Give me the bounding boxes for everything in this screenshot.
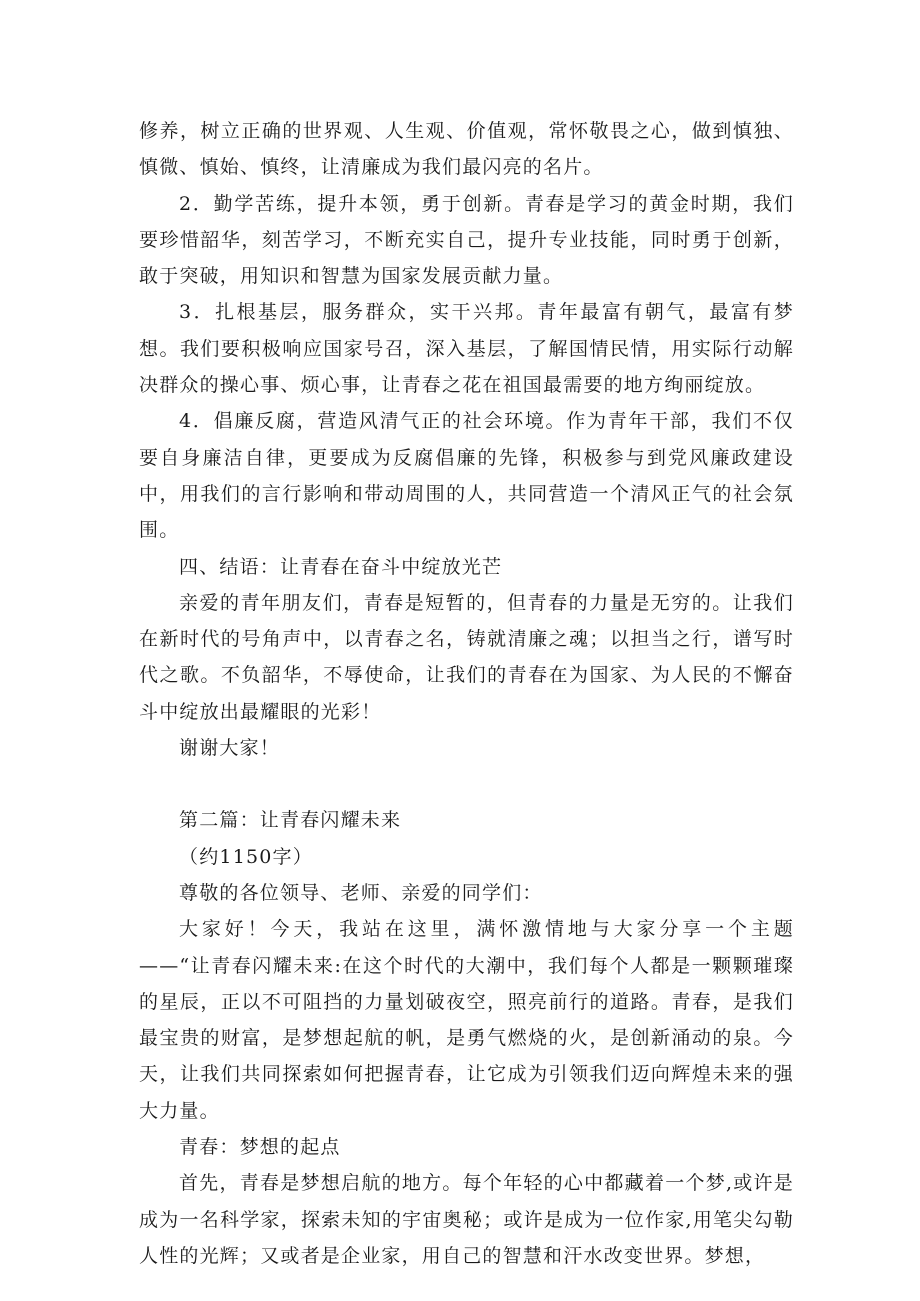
section-heading-youth-dream: 青春：梦想的起点 bbox=[179, 1136, 341, 1159]
paragraph-opening: 大家好！今天，我站在这里，满怀激情地与大家分享一个主题——“让青春闪耀未来:在这个时代的大潮中，我们每个人都是一颗颗璀璨的星辰，正以不可阻挡的力量划破夜空，照亮前行的道路。青春，是我们最宝贵的财富，是梦想起航的帆，是勇气燃烧的火，是创新涌动的泉。今天，让我们共同探索如何把握青春，让它成为引领我们迈向辉煌未来的强大力量。 bbox=[139, 918, 794, 1122]
word-count-note: （约1150字） bbox=[179, 845, 313, 868]
salutation: 尊敬的各位领导、老师、亲爱的同学们： bbox=[179, 881, 543, 904]
paragraph-point-3: 3．扎根基层，服务群众，实干兴邦。青年最富有朝气，最富有梦想。我们要积极响应国家号召，深入基层，了解国情民情，用实际行动解决群众的操心事、烦心事，让青春之花在祖国最需要的地方绚丽绽放。 bbox=[139, 301, 794, 397]
paragraph-thanks: 谢谢大家！ bbox=[179, 737, 281, 760]
article-title: 第二篇：让青春闪耀未来 bbox=[179, 809, 402, 832]
document-page bbox=[139, 113, 794, 1274]
paragraph-point-2: 2．勤学苦练，提升本领，勇于创新。青春是学习的黄金时期，我们要珍惜韶华，刻苦学习，不断充实自己，提升专业技能，同时勇于创新，敢于突破，用知识和智慧为国家发展贡献力量。 bbox=[139, 192, 794, 288]
paragraph-continuation: 修养，树立正确的世界观、人生观、价值观，常怀敬畏之心，做到慎独、慎微、慎始、慎终，让清廉成为我们最闪亮的名片。 bbox=[139, 120, 794, 179]
paragraph-point-4: 4．倡廉反腐，营造风清气正的社会环境。作为青年干部，我们不仅要自身廉洁自律，更要成为反腐倡廉的先锋，积极参与到党风廉政建设中，用我们的言行影响和带动周围的人，共同营造一个清风正气的社会氛围。 bbox=[139, 410, 794, 542]
paragraph-conclusion: 亲爱的青年朋友们，青春是短暂的，但青春的力量是无穷的。让我们在新时代的号角声中，以青春之名，铸就清廉之魂；以担当之行，谱写时代之歌。不负韶华，不辱使命，让我们的青春在为国家、为人民的不懈奋斗中绽放出最耀眼的光彩！ bbox=[139, 591, 794, 723]
blank-line bbox=[139, 766, 794, 802]
paragraph-dream-start: 首先，青春是梦想启航的地方。每个年轻的心中都藏着一个梦,或许是成为一名科学家，探索未知的宇宙奥秘；或许是成为一位作家,用笔尖勾勒人性的光辉；又或者是企业家，用自己的智慧和汗水改变世界。梦想， bbox=[139, 1172, 794, 1267]
section-heading-conclusion: 四、结语：让青春在奋斗中绽放光芒 bbox=[179, 555, 503, 578]
